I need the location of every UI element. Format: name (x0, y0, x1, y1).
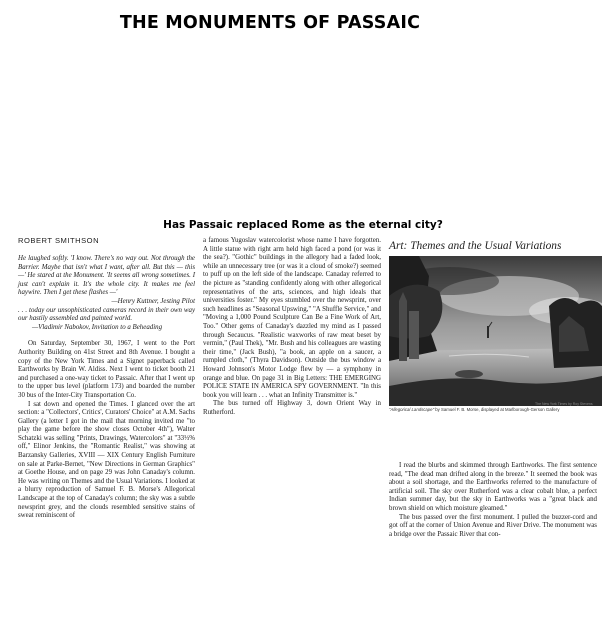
figure-caption (389, 407, 606, 412)
author-byline: ROBERT SMITHSON (18, 236, 100, 245)
body-paragraph: a famous Yugoslav watercolorist whose name I have forgotten. A little statue with right arm held high faced a pond (or was it the sea?). "Gothic" buildings in the allegory had a faded look, while an unnecessary tree (or was it a cloud of smoke?) seemed to puff up on the left side of the landscape. Canaday referred to the picture as "standing confidently along with other allegorical representatives of the arts, sciences, and high ideals that universities foster." My eyes stumbled over the newsprint, over such headlines as "Seasonal Upswing," "A Shuffle Service," and "Moving a 1,000 Pound Sculpture Can Be a Fine Work of Art, Too." Other gems of Canaday's dazzled my mind as I passed through Secaucus. "Realistic waxworks of raw meat beset by vermin," (Paul Thek), "Mr. Bush and his colleagues are wasting their time," (Jack Bush), "a book, an apple on a saucer, a rumpled cloth," (Thyra Davidson). Outside the bus window a Howard Johnson's Motor Lodge flew by — a symphony in orange and blue. On page 31 in Big Letters: THE EMERGING POLICE STATE IN AMERICA SPY GOVERNMENT. "In this book you will learn . . . what an Infinity Transmitter is." (203, 237, 381, 399)
epigraph-text: . . . today our unsophisticated cameras record in their own way our hastily assembled and painted world. (18, 306, 195, 323)
epigraph-attribution: —Henry Kuttner, Jesting Pilot (111, 297, 195, 305)
body-paragraph: I read the blurbs and skimmed through Earthworks. The first sentence read, "The dead man drifted along in the breeze." It seemed the book was about a soil shortage, and the Earthworks referred to the manufacture of artificial soil. The sky over Rutherford was a clear cobalt blue, a perfect Indian summer day, but the sky in Earthworks was a "great black and brown shield on which moisture gleamed." (389, 462, 597, 512)
column-1 (18, 255, 195, 521)
body-paragraph: On Saturday, September 30, 1967, I went to the Port Authority Building on 41st Street and 8th Avenue. I bought a copy of the New York Times and a Signet paperback called Earthworks by Brain W. Aldiss. Next I went to ticket booth 21 and purchased a one-way ticket to Passaic. After that I went up to the upper bus level (platform 173) and boarded the number 30 bus of the Inter-City Transportation Co. (18, 340, 195, 399)
caption-text: by Samuel F. B. Morse, displayed at Marlborough-Gerson Gallery (434, 407, 560, 412)
body-paragraph: The bus turned off Highway 3, down Orient Way in Rutherford. (203, 400, 381, 416)
epigraph-text: He laughed softly. 'I know. There's no way out. Not through the Barrier. Maybe that isn't what I want, after all. But this — this —' He stared at the Monument. 'It seems all wrong sometimes. I just can't explain it. It's the whole city. It makes me feel haywire. Then I get these flashes —' (18, 255, 195, 297)
photo-credit: The New York Times by Roy Stevens (535, 402, 593, 406)
column-3 (389, 462, 597, 539)
figure-heading: Art: Themes and the Usual Variations (389, 240, 562, 252)
body-paragraph: The bus passed over the first monument. I pulled the buzzer-cord and got off at the corner of Union Avenue and River Drive. The monument was a bridge over the Passaic River that con- (389, 513, 597, 538)
epigraph-attribution: —Vladimir Nabokov, Invitation to a Beheading (32, 323, 163, 331)
allegorical-landscape-image (389, 256, 602, 406)
body-paragraph: I sat down and opened the Times. I glanced over the art section: a "Collectors', Critics', Curators' Choice" at A.M. Sachs Gallery (a letter I got in the mail that morning invited me "to play the game before the show closes October 4th"), Walter Schatzki was selling "Prints, Drawings, Watercolors" at "33⅓% off," Elinor Jenkins, the "Romantic Realist," was showing at Barzansky Galleries, XVIII — XIX Century English Furniture on sale at Parke-Bernet, "New Directions in German Graphics" at Goethe House, and on page 29 was John Canaday's column. He was writing on Themes and the Usual Variations. I looked at a blurry reproduction of Samuel F. B. Morse's Allegorical Landscape at the top of Canaday's column; the sky was a subtle newsprint grey, and the clouds resembled sensitive stains of sweat reminiscent of (18, 400, 195, 520)
page-title: THE MONUMENTS OF PASSAIC (119, 13, 421, 33)
column-2 (203, 237, 381, 417)
caption-title: "Allegorical Landscape" (389, 407, 435, 412)
subtitle: Has Passaic replaced Rome as the eternal city? (163, 219, 443, 231)
